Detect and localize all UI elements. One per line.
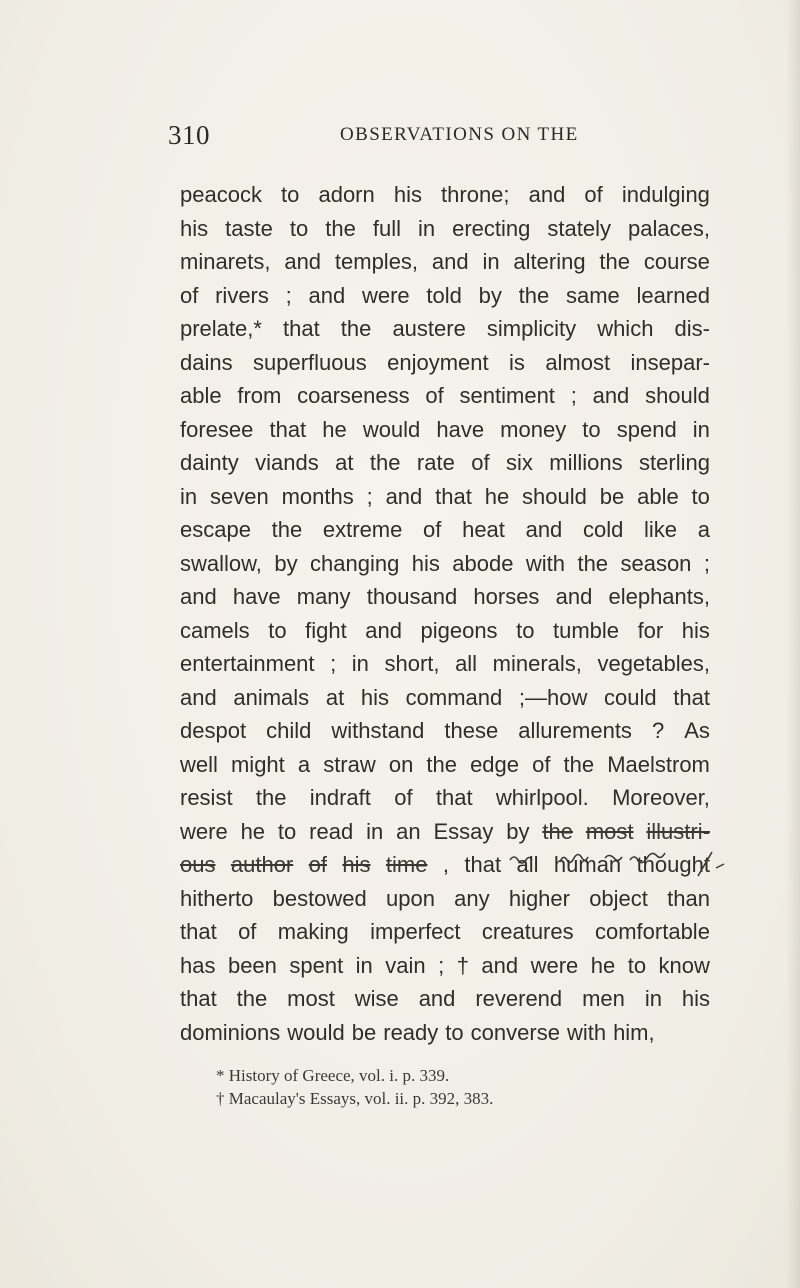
footnote-2: † Macaulay's Essays, vol. ii. p. 392, 383. bbox=[216, 1089, 494, 1108]
text-line: that the most wise and reverend men in his bbox=[180, 986, 710, 1011]
page-number: 310 bbox=[168, 120, 210, 150]
text-line: resist the indraft of that whirlpool. Moreover, bbox=[180, 785, 710, 810]
text-line: able from coarseness of sentiment ; and should bbox=[180, 383, 710, 408]
footnote-1: * History of Greece, vol. i. p. 339. bbox=[216, 1066, 450, 1085]
text-line: hitherto bestowed upon any higher object than bbox=[180, 885, 710, 911]
text-line: entertainment ; in short, all minerals, vegetables, bbox=[180, 651, 710, 676]
text-line: has been spent in vain ; † and were he to know bbox=[180, 952, 710, 978]
text-line: swallow, by changing his abode with the season ; bbox=[180, 550, 710, 576]
body-text bbox=[180, 178, 710, 1049]
text-line: of rivers ; and were told by the same learned bbox=[180, 282, 710, 308]
text-line: escape the extreme of heat and cold like a bbox=[180, 517, 710, 542]
text-line: peacock to adorn his throne; and of indulging bbox=[180, 182, 710, 207]
page-edge-shadow bbox=[786, 0, 800, 1288]
text-line: well might a straw on the edge of the Maelstrom bbox=[180, 751, 710, 777]
text-line: camels to fight and pigeons to tumble for his bbox=[180, 617, 710, 643]
running-head bbox=[0, 120, 800, 150]
text-line: were he to read in an Essay by the most illustri- bbox=[180, 818, 710, 844]
text-line: and animals at his command ;—how could that bbox=[180, 684, 710, 710]
text-line: ous author of his time , that all human thought bbox=[180, 852, 710, 877]
text-line: that of making imperfect creatures comfortable bbox=[180, 919, 710, 944]
handwritten-annotation bbox=[480, 838, 730, 878]
text-line: in seven months ; and that he should be able to bbox=[180, 483, 710, 509]
text-line: foresee that he would have money to spend in bbox=[180, 416, 710, 442]
text-line: dainty viands at the rate of six millions sterling bbox=[180, 450, 710, 475]
footnotes bbox=[216, 1064, 696, 1110]
text-line: despot child withstand these allurements ? As bbox=[180, 718, 710, 743]
text-line: dains superfluous enjoyment is almost insepar- bbox=[180, 349, 710, 375]
text-line: and have many thousand horses and elephants, bbox=[180, 584, 710, 609]
text-line: minarets, and temples, and in altering the course bbox=[180, 249, 710, 274]
text-line: dominions would be ready to converse with him, bbox=[180, 1019, 655, 1045]
running-title: OBSERVATIONS ON THE bbox=[340, 124, 579, 145]
text-line: his taste to the full in erecting stately palaces, bbox=[180, 215, 710, 241]
text-line: prelate,* that the austere simplicity which dis- bbox=[180, 316, 710, 341]
